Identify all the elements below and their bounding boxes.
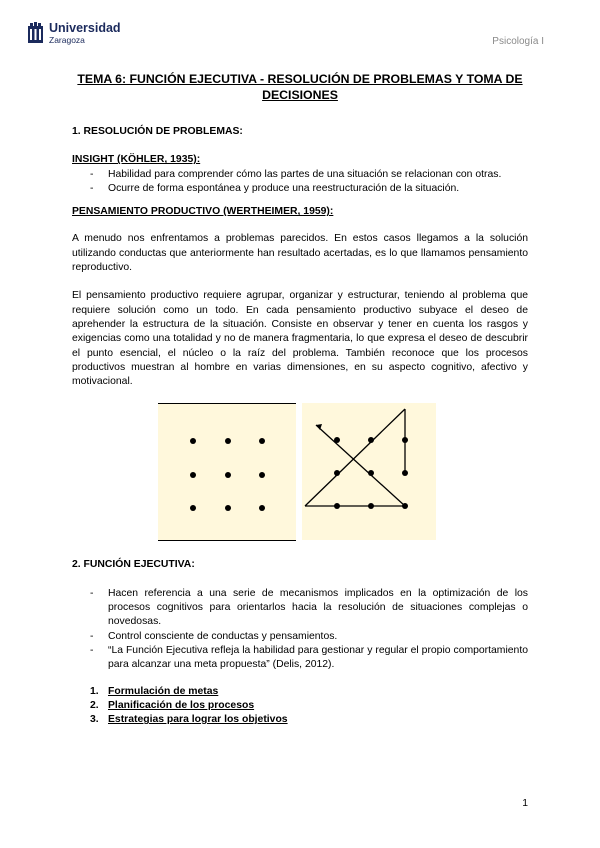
list-item: - Control consciente de conductas y pensamientos. (72, 630, 528, 644)
university-logo (27, 22, 121, 44)
goal-label: Formulación de metas (108, 685, 219, 697)
dot (190, 505, 196, 511)
nine-dot-solution-panel (302, 403, 436, 540)
nine-dot-figure (72, 403, 528, 540)
dot (259, 472, 265, 478)
list-item: - “La Función Ejecutiva refleja la habilidad para gestionar y regular el propio comportamiento para alcanzar una meta propuesta” (Delis, 2012). (72, 644, 528, 673)
section-1-heading: 1. RESOLUCIÓN DE PROBLEMAS: (72, 126, 243, 137)
dot (190, 472, 196, 478)
dot (225, 472, 231, 478)
nine-dot-solution (302, 403, 436, 540)
university-city: Zaragoza (49, 34, 85, 45)
solution-line (316, 425, 405, 506)
executive-function-list (72, 587, 528, 673)
dot (334, 503, 340, 509)
list-item: - Ocurre de forma espontánea y produce una reestructuración de la situación. (72, 182, 528, 196)
document-body (72, 72, 528, 727)
section-2-heading: 2. FUNCIÓN EJECUTIVA: (72, 559, 195, 571)
dot (368, 503, 374, 509)
paragraph: El pensamiento productivo requiere agrupar, organizar y estructurar, teniendo al problema que requiere solución como un todo. En cada pensamiento productivo subyace el deseo de aprehender la estructura de la situación. Consiste en observar y tener en cuenta los rasgos y exigencias como una totalidad y no de manera fragmentaria, lo que expresa el deseo de descubrir el punto esencial, el núcleo o la raíz del problema. También reconoce que los procesos productivos muestran al hombre en varias dimensiones, en su aspecto cognitivo, afectivo y motivacional. (72, 290, 528, 388)
list-item (72, 699, 528, 713)
page-title: TEMA 6: FUNCIÓN EJECUTIVA - RESOLUCIÓN DE PROBLEMAS Y TOMA DE DECISIONES (77, 72, 523, 102)
page-number: 1 (522, 798, 528, 809)
dot (368, 437, 374, 443)
list-item (72, 685, 528, 699)
dot (368, 470, 374, 476)
goals-list (72, 685, 528, 728)
dot (402, 503, 408, 509)
university-crest-icon (27, 22, 44, 44)
list-number: 2. (90, 699, 99, 711)
list-number: 1. (90, 685, 99, 697)
dot (402, 470, 408, 476)
dot (402, 437, 408, 443)
dot (334, 470, 340, 476)
nine-dot-grid (158, 404, 296, 540)
goal-label: Estrategias para lograr los objetivos (108, 714, 288, 726)
dot (334, 437, 340, 443)
course-label: Psicología I (492, 36, 544, 47)
list-item: - Habilidad para comprender cómo las partes de una situación se relacionan con otras. (72, 168, 528, 182)
productive-thinking-heading: PENSAMIENTO PRODUCTIVO (WERTHEIMER, 1959): (72, 206, 334, 218)
insight-list (72, 168, 528, 197)
goal-label: Planificación de los procesos (108, 699, 255, 711)
dot (225, 505, 231, 511)
list-number: 3. (90, 714, 99, 726)
dot (259, 438, 265, 444)
dot (190, 438, 196, 444)
dot (259, 505, 265, 511)
list-item (72, 713, 528, 727)
list-item: - Hacen referencia a una serie de mecanismos implicados en la optimización de los procesos cognitivos para orientarlos hacia la resolución de situaciones complejas o novedosas. (72, 587, 528, 630)
insight-heading: INSIGHT (KÖHLER, 1935): (72, 154, 201, 166)
solution-line (305, 409, 405, 506)
nine-dot-problem-panel (158, 403, 296, 541)
dot (225, 438, 231, 444)
university-name: Universidad (49, 21, 121, 35)
paragraph: A menudo nos enfrentamos a problemas parecidos. En estos casos llegamos a la solución utilizando conductas que anteriormente han resultado acertadas, es lo que llamamos pensamiento reproductivo. (72, 233, 528, 274)
